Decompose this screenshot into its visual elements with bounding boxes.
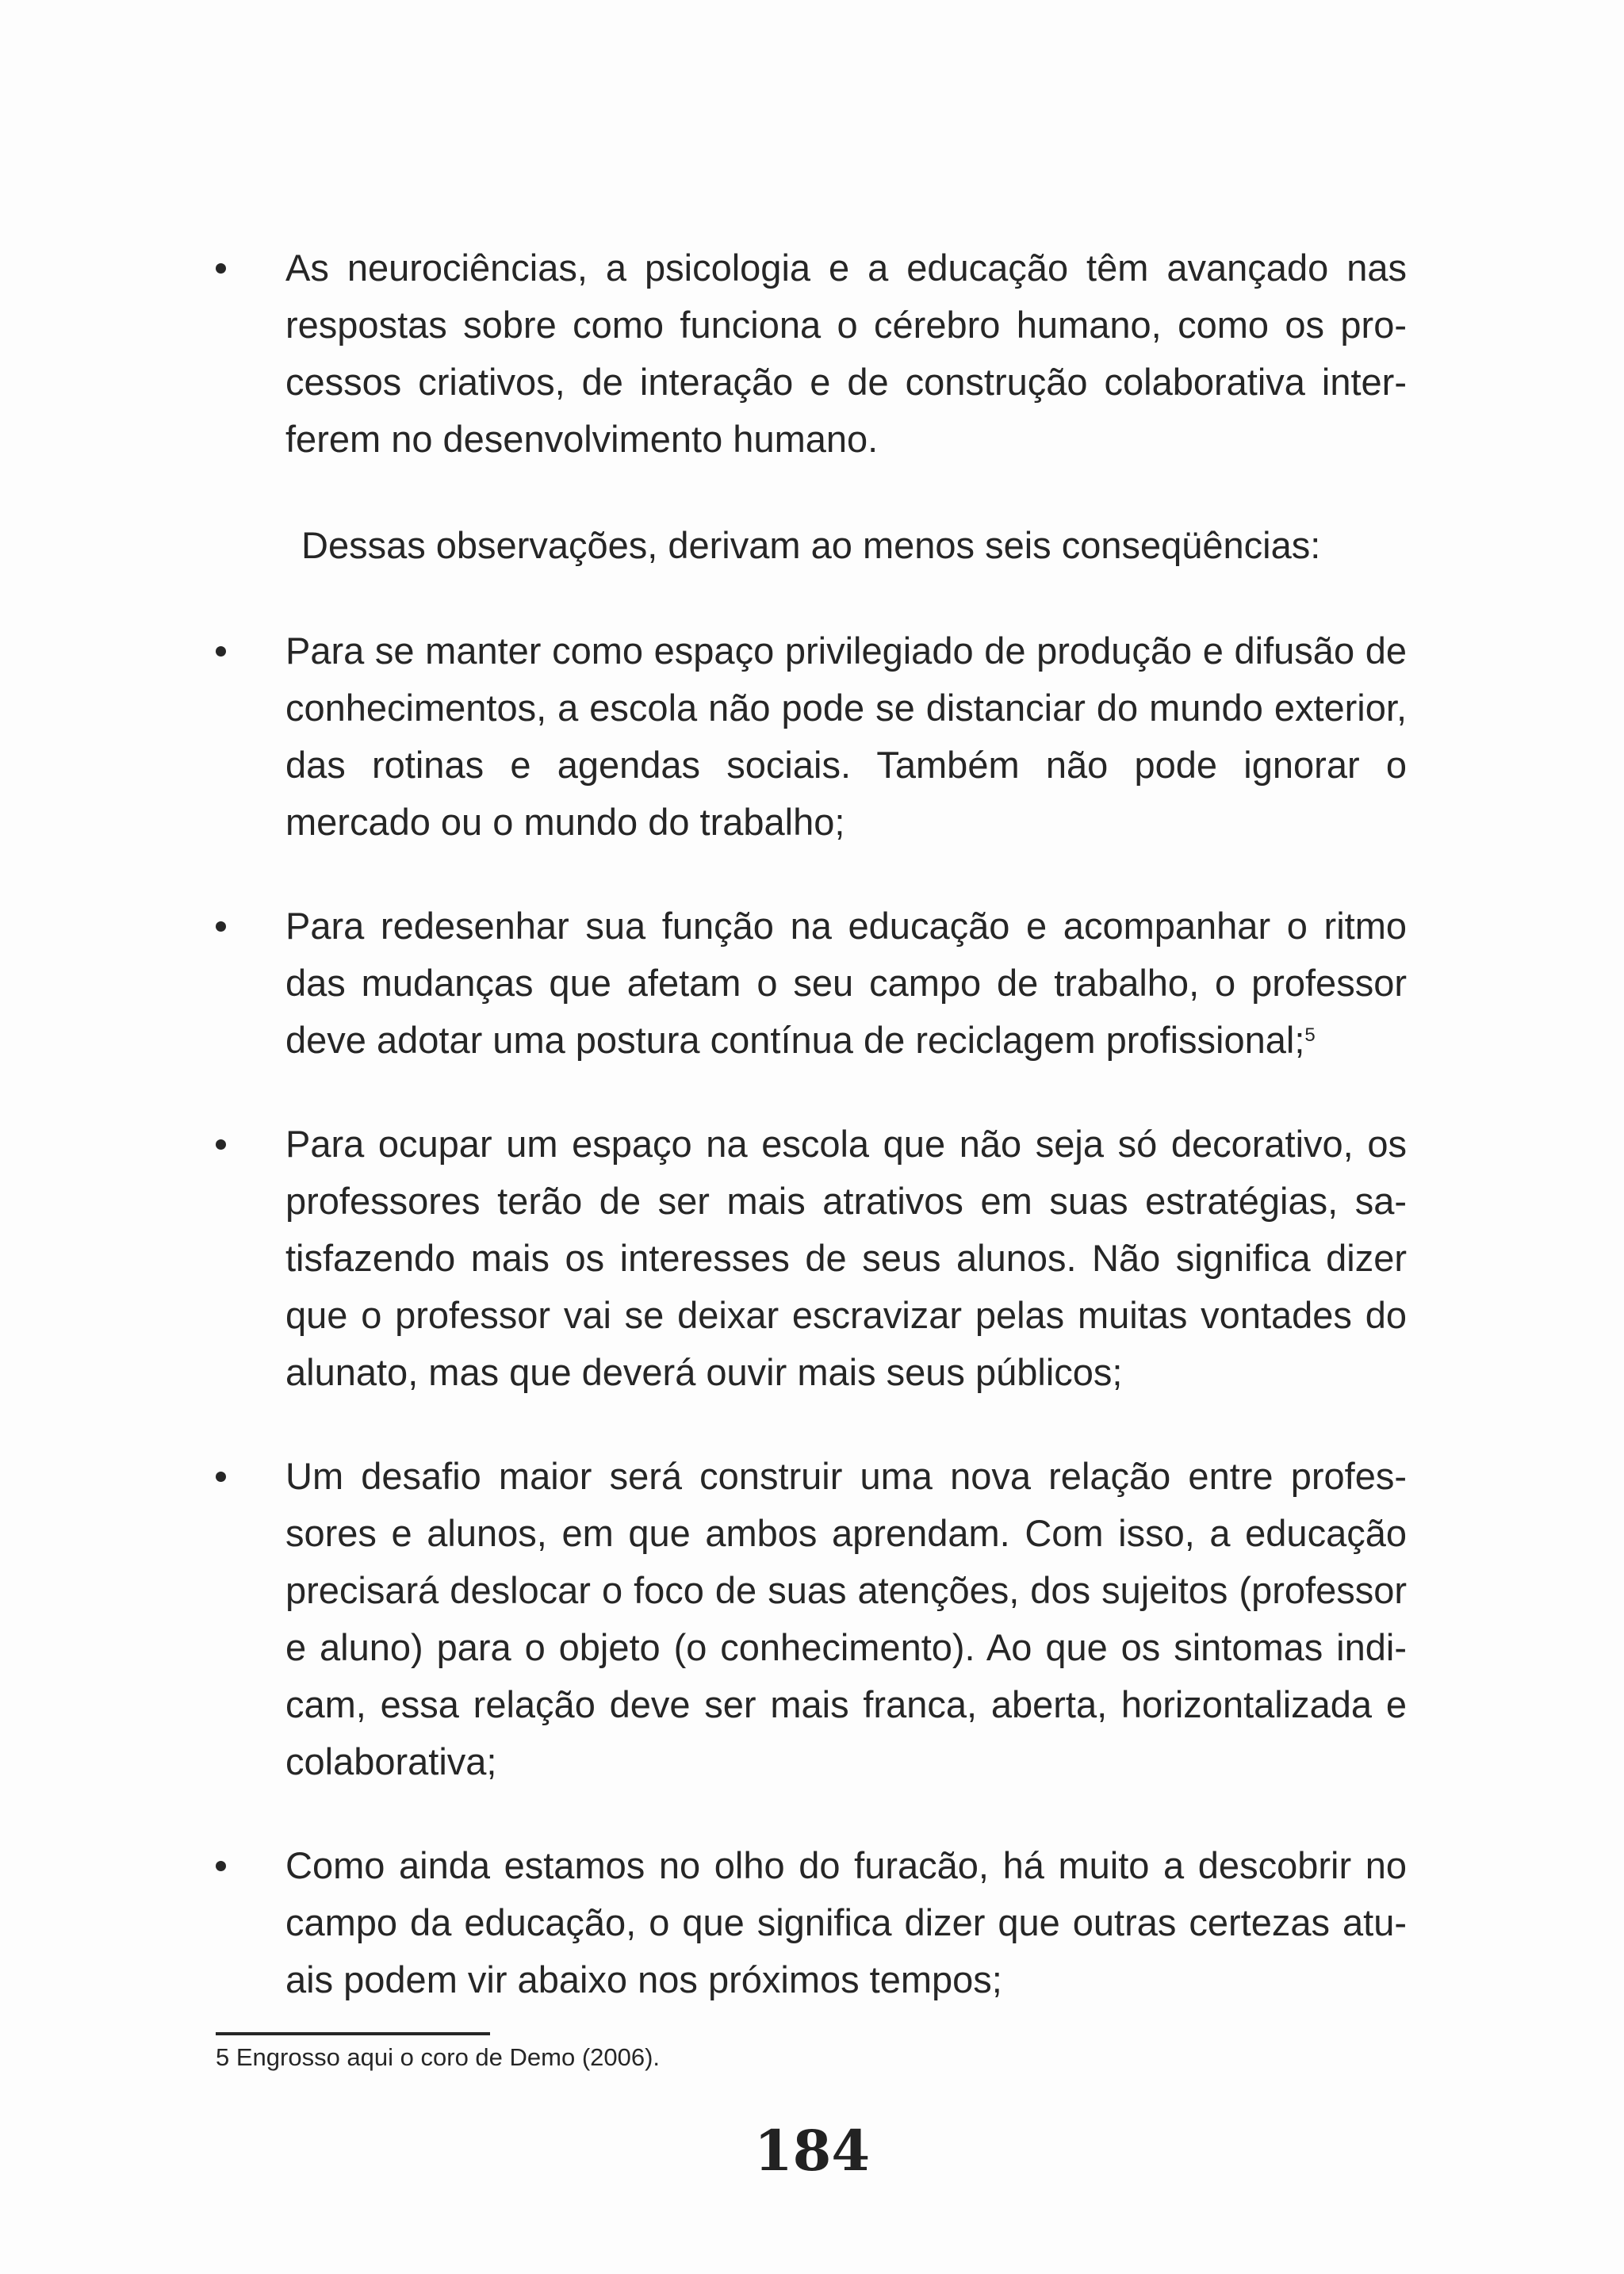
intro-paragraph: Dessas observações, derivam ao menos seis conseqüências:	[301, 524, 1321, 566]
bullet-icon	[216, 263, 226, 274]
bullet-icon	[216, 921, 226, 932]
list-item	[216, 622, 1407, 851]
footnote: 5 Engrosso aqui o coro de Demo (2006).	[216, 2043, 661, 2071]
footnote-divider	[216, 2032, 490, 2035]
list-item-text: Como ainda estamos no olho do furacão, há muito a descobrir no campo da educação, o que significa dizer que outras certezas atuais podem vir abaixo nos próximos tempos;	[285, 1844, 1407, 2000]
main-text	[216, 239, 1407, 2008]
list-item	[216, 1448, 1407, 1790]
list-item	[216, 239, 1407, 468]
footnote-ref: 5	[1304, 1024, 1316, 1046]
bullet-icon	[216, 646, 226, 657]
bullet-icon	[216, 1861, 226, 1871]
bullet-icon	[216, 1472, 226, 1482]
list-item	[216, 1116, 1407, 1401]
list-item-text: Para redesenhar sua função na educação e acompanhar o ritmo das mudanças que afetam o seu campo de trabalho, o professor deve adotar uma postura contínua de reciclagem profissional;	[285, 905, 1407, 1061]
list-item-text: Para ocupar um espaço na escola que não seja só decorativo, os professores terão de ser mais atrativos em suas estratégias, satisfazendo mais os interesses de seus alunos. Não significa dizer que o professor vai se deixar escravizar pelas muitas vontades do alunato, mas que deverá ouvir mais seus públicos;	[285, 1123, 1407, 1393]
list-item	[216, 1837, 1407, 2008]
bullet-icon	[216, 1139, 226, 1150]
page-number: 184	[753, 2118, 871, 2184]
list-item	[216, 898, 1407, 1069]
list-item-text: Para se manter como espaço privilegiado de produção e difusão de conhecimentos, a escola não pode se distanciar do mundo exterior, das rotinas e agendas sociais. Também não pode ignorar o mercado ou o mundo do trabalho;	[285, 630, 1407, 843]
list-item-text: Um desafio maior será construir uma nova relação entre professores e alunos, em que ambos aprendam. Com isso, a educação precisará deslocar o foco de suas atenções, dos sujeitos (professor e aluno) para o objeto (o conhecimento). Ao que os sintomas indicam, essa relação deve ser mais franca, aberta, horizontalizada e colaborativa;	[285, 1455, 1407, 1782]
list-item-text: As neurociências, a psicologia e a educação têm avançado nas respostas sobre como funciona o cérebro humano, como os processos criativos, de interação e de construção colaborativa interferem no desenvolvimento humano.	[285, 247, 1407, 460]
